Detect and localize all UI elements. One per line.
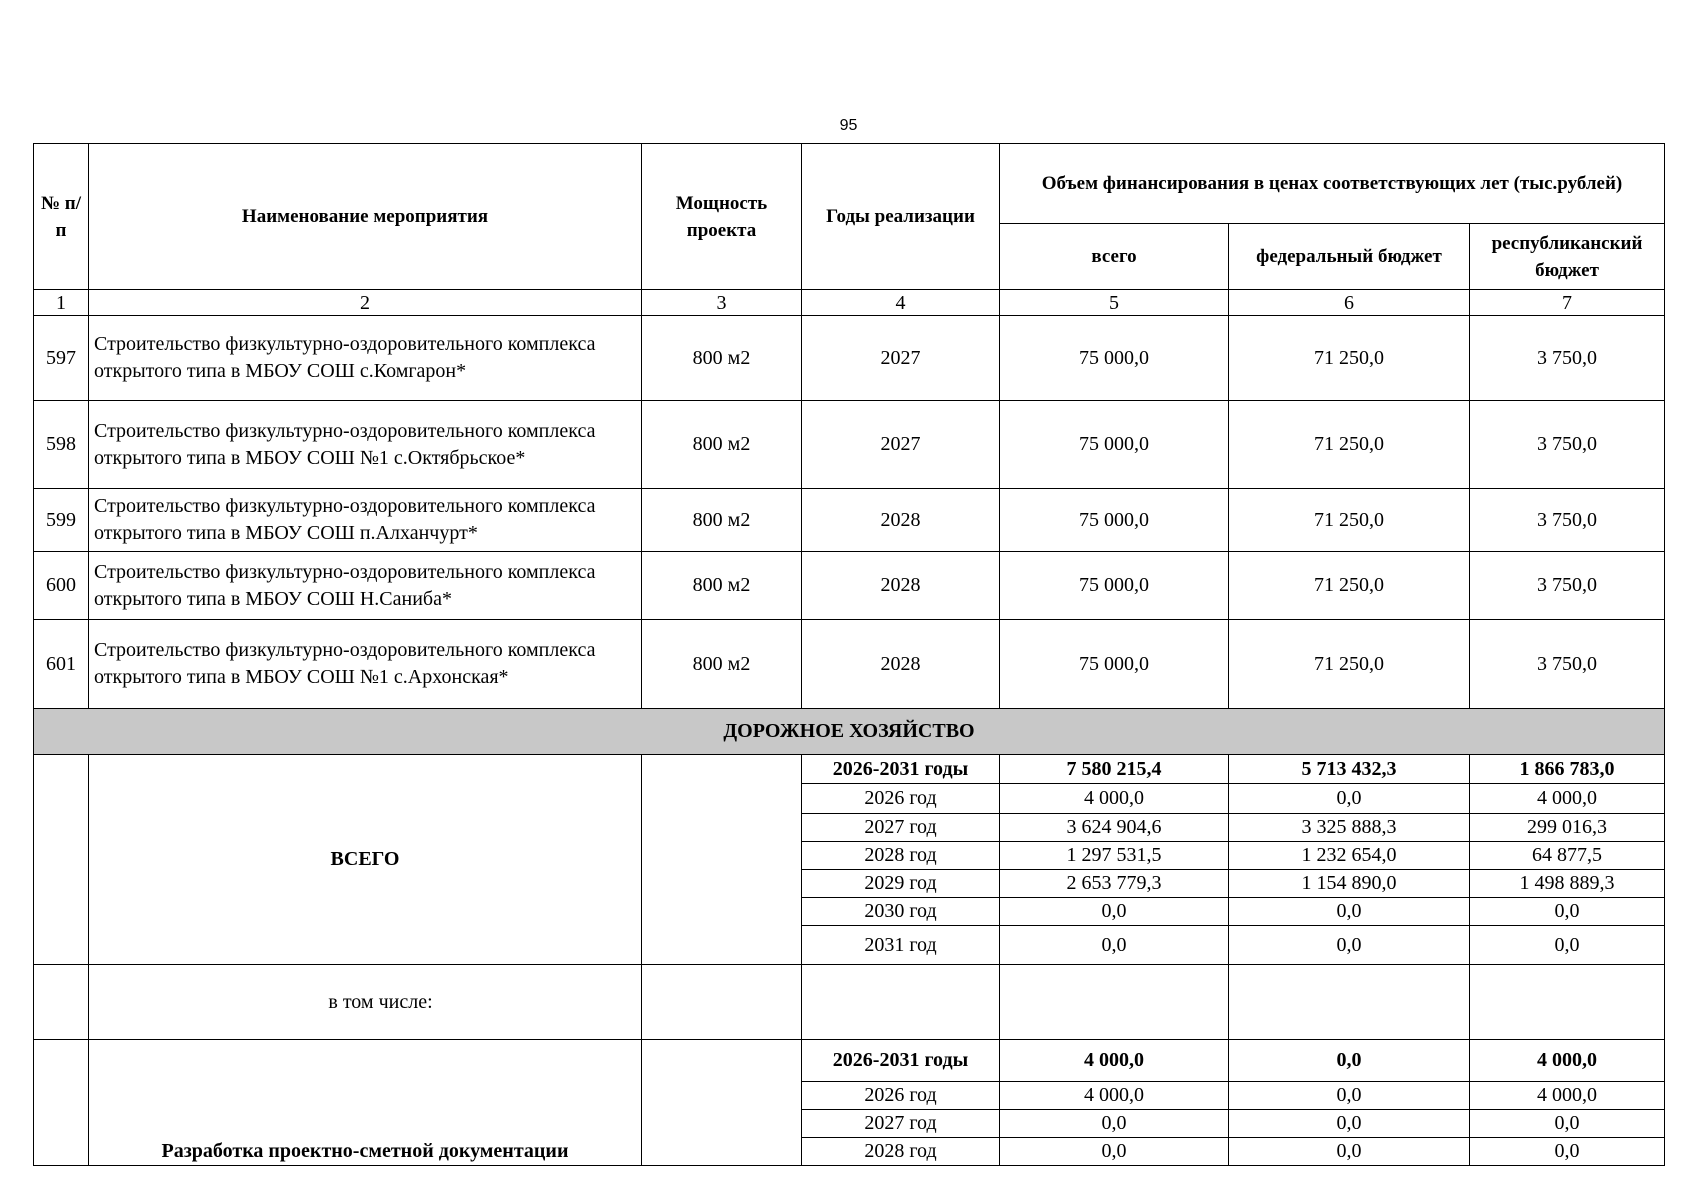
row-year: 2028 — [802, 489, 1000, 552]
total-line-republic: 64 877,5 — [1470, 842, 1665, 870]
row-year: 2027 — [802, 401, 1000, 489]
total-line-total: 1 297 531,5 — [1000, 842, 1229, 870]
row-name: Строительство физкультурно-оздоровительного комплекса открытого типа в МБОУ СОШ №1 с.Архонская* — [89, 620, 642, 709]
total-line-federal: 1 154 890,0 — [1229, 870, 1470, 898]
including-label: в том числе: — [89, 965, 642, 1040]
row-name: Строительство физкультурно-оздоровительного комплекса открытого типа в МБОУ СОШ с.Комгарон* — [89, 316, 642, 401]
column-number: 6 — [1229, 290, 1470, 316]
design-line-federal: 0,0 — [1229, 1138, 1470, 1166]
row-year: 2028 — [802, 620, 1000, 709]
header-total: всего — [1000, 224, 1229, 290]
total-line-federal: 3 325 888,3 — [1229, 814, 1470, 842]
empty-cell — [1000, 965, 1229, 1040]
total-line-total: 0,0 — [1000, 926, 1229, 965]
design-line-federal: 0,0 — [1229, 1040, 1470, 1082]
header-years: Годы реализации — [802, 144, 1000, 290]
total-line-year: 2028 год — [802, 842, 1000, 870]
row-republic: 3 750,0 — [1470, 316, 1665, 401]
design-line-year: 2026 год — [802, 1082, 1000, 1110]
design-label: Разработка проектно-сметной документации — [89, 1040, 642, 1166]
row-year: 2027 — [802, 316, 1000, 401]
total-line-federal: 5 713 432,3 — [1229, 755, 1470, 784]
header-row-1 — [34, 144, 1665, 224]
section-title: ДОРОЖНОЕ ХОЗЯЙСТВО — [34, 709, 1665, 755]
row-name: Строительство физкультурно-оздоровительного комплекса открытого типа в МБОУ СОШ Н.Саниба* — [89, 552, 642, 620]
row-year: 2028 — [802, 552, 1000, 620]
design-line-federal: 0,0 — [1229, 1082, 1470, 1110]
total-line-republic: 299 016,3 — [1470, 814, 1665, 842]
row-capacity: 800 м2 — [642, 552, 802, 620]
total-line-federal: 0,0 — [1229, 784, 1470, 814]
funding-table — [33, 143, 1665, 1166]
design-line-total: 0,0 — [1000, 1138, 1229, 1166]
row-capacity: 800 м2 — [642, 401, 802, 489]
row-capacity: 800 м2 — [642, 316, 802, 401]
row-number: 599 — [34, 489, 89, 552]
row-name: Строительство физкультурно-оздоровительного комплекса открытого типа в МБОУ СОШ №1 с.Октябрьское* — [89, 401, 642, 489]
empty-cell — [1229, 965, 1470, 1040]
including-row — [34, 965, 1665, 1040]
column-number: 5 — [1000, 290, 1229, 316]
empty-cell — [642, 965, 802, 1040]
column-number-row — [34, 290, 1665, 316]
row-number: 598 — [34, 401, 89, 489]
column-number: 3 — [642, 290, 802, 316]
row-name: Строительство физкультурно-оздоровительного комплекса открытого типа в МБОУ СОШ п.Алханчурт* — [89, 489, 642, 552]
total-line-total: 4 000,0 — [1000, 784, 1229, 814]
row-total: 75 000,0 — [1000, 401, 1229, 489]
design-line-republic: 0,0 — [1470, 1110, 1665, 1138]
total-line-year: 2027 год — [802, 814, 1000, 842]
empty-cell — [34, 755, 89, 965]
total-line-year: 2029 год — [802, 870, 1000, 898]
total-line-republic: 1 498 889,3 — [1470, 870, 1665, 898]
total-line-year: 2026-2031 годы — [802, 755, 1000, 784]
total-line — [34, 755, 1665, 784]
table-row — [34, 552, 1665, 620]
column-number: 2 — [89, 290, 642, 316]
design-line-total: 4 000,0 — [1000, 1082, 1229, 1110]
row-number: 600 — [34, 552, 89, 620]
design-line-federal: 0,0 — [1229, 1110, 1470, 1138]
empty-cell — [1470, 965, 1665, 1040]
table-row — [34, 489, 1665, 552]
row-number: 597 — [34, 316, 89, 401]
empty-cell — [642, 755, 802, 965]
section-row — [34, 709, 1665, 755]
row-republic: 3 750,0 — [1470, 552, 1665, 620]
header-num: № п/п — [34, 144, 89, 290]
design-line — [34, 1040, 1665, 1082]
page-number: 95 — [839, 117, 858, 134]
row-capacity: 800 м2 — [642, 620, 802, 709]
row-republic: 3 750,0 — [1470, 489, 1665, 552]
empty-cell — [802, 965, 1000, 1040]
design-line-total: 4 000,0 — [1000, 1040, 1229, 1082]
row-capacity: 800 м2 — [642, 489, 802, 552]
table-row — [34, 620, 1665, 709]
row-republic: 3 750,0 — [1470, 401, 1665, 489]
header-capacity: Мощность проекта — [642, 144, 802, 290]
total-line-year: 2030 год — [802, 898, 1000, 926]
design-line-year: 2027 год — [802, 1110, 1000, 1138]
design-line-republic: 0,0 — [1470, 1138, 1665, 1166]
row-federal: 71 250,0 — [1229, 316, 1470, 401]
table-row — [34, 316, 1665, 401]
row-total: 75 000,0 — [1000, 620, 1229, 709]
row-federal: 71 250,0 — [1229, 552, 1470, 620]
row-federal: 71 250,0 — [1229, 620, 1470, 709]
total-line-federal: 1 232 654,0 — [1229, 842, 1470, 870]
total-line-republic: 4 000,0 — [1470, 784, 1665, 814]
total-line-total: 0,0 — [1000, 898, 1229, 926]
total-line-total: 2 653 779,3 — [1000, 870, 1229, 898]
header-funding: Объем финансирования в ценах соответствующих лет (тыс.рублей) — [1000, 144, 1665, 224]
empty-cell — [34, 965, 89, 1040]
empty-cell — [642, 1040, 802, 1166]
empty-cell — [34, 1040, 89, 1166]
header-name: Наименование мероприятия — [89, 144, 642, 290]
header-federal: федеральный бюджет — [1229, 224, 1470, 290]
column-number: 4 — [802, 290, 1000, 316]
total-line-year: 2026 год — [802, 784, 1000, 814]
row-total: 75 000,0 — [1000, 489, 1229, 552]
total-line-republic: 0,0 — [1470, 898, 1665, 926]
row-total: 75 000,0 — [1000, 552, 1229, 620]
column-number: 7 — [1470, 290, 1665, 316]
row-total: 75 000,0 — [1000, 316, 1229, 401]
total-line-republic: 1 866 783,0 — [1470, 755, 1665, 784]
row-federal: 71 250,0 — [1229, 489, 1470, 552]
column-number: 1 — [34, 290, 89, 316]
row-number: 601 — [34, 620, 89, 709]
design-line-republic: 4 000,0 — [1470, 1082, 1665, 1110]
table-row — [34, 401, 1665, 489]
total-line-federal: 0,0 — [1229, 926, 1470, 965]
total-line-federal: 0,0 — [1229, 898, 1470, 926]
total-line-year: 2031 год — [802, 926, 1000, 965]
design-line-republic: 4 000,0 — [1470, 1040, 1665, 1082]
total-label: ВСЕГО — [89, 755, 642, 965]
header-republic: республиканский бюджет — [1470, 224, 1665, 290]
total-line-total: 3 624 904,6 — [1000, 814, 1229, 842]
row-republic: 3 750,0 — [1470, 620, 1665, 709]
design-line-year: 2026-2031 годы — [802, 1040, 1000, 1082]
total-line-total: 7 580 215,4 — [1000, 755, 1229, 784]
total-line-republic: 0,0 — [1470, 926, 1665, 965]
design-line-year: 2028 год — [802, 1138, 1000, 1166]
row-federal: 71 250,0 — [1229, 401, 1470, 489]
design-line-total: 0,0 — [1000, 1110, 1229, 1138]
